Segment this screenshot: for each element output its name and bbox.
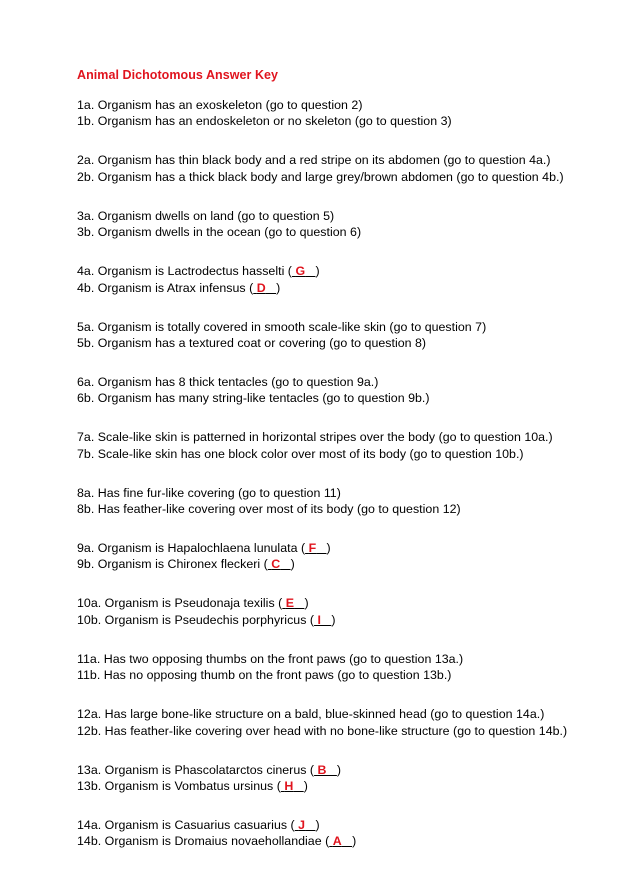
- question-text: 4a. Organism is Lactrodectus hasselti (: [77, 264, 292, 279]
- question-pair: [77, 595, 627, 628]
- blank-trailing: [280, 557, 290, 571]
- question-text: 1b. Organism has an endoskeleton or no skeleton (go to question 3): [77, 114, 452, 129]
- question-line: [77, 152, 627, 168]
- question-text: 6a. Organism has 8 thick tentacles (go to question 9a.): [77, 374, 379, 389]
- answer-blank: [305, 540, 326, 556]
- answer-letter: J: [298, 817, 306, 832]
- answer-letter: C: [271, 557, 281, 572]
- question-line: [77, 169, 627, 185]
- question-line: [77, 224, 627, 240]
- blank-trailing: [342, 834, 352, 848]
- closing-paren: ): [352, 834, 357, 849]
- closing-paren: ): [331, 612, 336, 627]
- question-pair: [77, 540, 627, 573]
- question-text: 11a. Has two opposing thumbs on the front paws (go to question 13a.): [77, 651, 464, 666]
- answer-blank: [253, 280, 276, 296]
- blank-trailing: [266, 281, 276, 295]
- question-line: [77, 595, 627, 611]
- question-pair: [77, 374, 627, 407]
- question-text: 2a. Organism has thin black body and a red stripe on its abdomen (go to question 4a.): [77, 153, 551, 168]
- question-line: [77, 319, 627, 335]
- answer-letter: G: [295, 264, 306, 279]
- question-line: [77, 335, 627, 351]
- question-text: 8b. Has feather-like covering over most of its body (go to question 12): [77, 502, 461, 517]
- blank-trailing: [305, 818, 315, 832]
- closing-paren: ): [276, 280, 281, 295]
- question-line: [77, 556, 627, 572]
- answer-letter: E: [285, 596, 295, 611]
- question-text: 9a. Organism is Hapalochlaena lunulata (: [77, 541, 306, 555]
- question-line: [77, 706, 627, 722]
- question-text: 14a. Organism is Casuarius casuarius (: [77, 817, 295, 832]
- answer-blank: [314, 612, 331, 628]
- question-line: [77, 429, 627, 445]
- question-line: [77, 374, 627, 390]
- closing-paren: ): [303, 778, 308, 793]
- question-line: [77, 612, 627, 628]
- question-line: [77, 280, 627, 296]
- question-line: [77, 833, 627, 849]
- closing-paren: ): [315, 264, 320, 279]
- blank-trailing: [305, 264, 315, 278]
- question-text: 1a. Organism has an exoskeleton (go to question 2): [77, 98, 363, 112]
- answer-blank: [292, 263, 316, 279]
- answer-letter: H: [284, 778, 294, 793]
- question-line: [77, 208, 627, 224]
- question-text: 6b. Organism has many string-like tentacles (go to question 9b.): [77, 391, 430, 406]
- closing-paren: ): [326, 541, 331, 555]
- question-text: 13b. Organism is Vombatus ursinus (: [77, 778, 281, 793]
- question-line: [77, 446, 627, 462]
- blank-trailing: [327, 763, 337, 777]
- question-text: 10b. Organism is Pseudechis porphyricus (: [77, 612, 315, 627]
- answer-blank: [268, 556, 291, 572]
- question-line: [77, 651, 627, 667]
- blank-trailing: [293, 779, 303, 793]
- question-line: [77, 540, 627, 556]
- question-line: [77, 667, 627, 683]
- question-text: 11b. Has no opposing thumb on the front paws (go to question 13b.): [77, 668, 452, 683]
- question-pair: [77, 429, 627, 462]
- question-pair: [77, 319, 627, 352]
- question-pair: [77, 152, 627, 185]
- answer-blank: [329, 833, 352, 849]
- question-text: 4b. Organism is Atrax infensus (: [77, 280, 254, 295]
- question-pair: [77, 706, 627, 739]
- question-text: 5b. Organism has a textured coat or covering (go to question 8): [77, 335, 427, 350]
- question-text: 13a. Organism is Phascolatarctos cinerus (: [77, 762, 315, 777]
- question-pair: [77, 651, 627, 684]
- question-line: [77, 113, 627, 129]
- question-text: 10a. Organism is Pseudonaja texilis (: [77, 596, 283, 611]
- answer-letter: D: [256, 280, 266, 295]
- question-text: 8a. Has fine fur-like covering (go to question 11): [77, 485, 341, 500]
- question-text: 3a. Organism dwells on land (go to question 5): [77, 208, 335, 223]
- closing-paren: ): [315, 817, 320, 832]
- question-list: [77, 97, 627, 872]
- question-line: [77, 778, 627, 794]
- answer-blank: [282, 595, 304, 611]
- blank-trailing: [321, 613, 331, 627]
- question-pair: [77, 263, 627, 296]
- question-pair: [77, 762, 627, 795]
- question-line: [77, 723, 627, 739]
- question-pair: [77, 208, 627, 241]
- question-line: [77, 762, 627, 778]
- question-line: [77, 97, 627, 113]
- answer-letter: F: [308, 541, 317, 555]
- blank-trailing: [294, 596, 304, 610]
- question-pair: [77, 97, 627, 130]
- document-title: Animal Dichotomous Answer Key: [77, 68, 279, 82]
- question-line: [77, 501, 627, 517]
- question-text: 12a. Has large bone-like structure on a bald, blue-skinned head (go to question 14a.): [77, 707, 545, 722]
- closing-paren: ): [290, 557, 295, 572]
- question-line: [77, 390, 627, 406]
- question-text: 3b. Organism dwells in the ocean (go to question 6): [77, 225, 362, 240]
- answer-blank: [295, 817, 316, 833]
- answer-blank: [314, 762, 337, 778]
- answer-letter: I: [317, 612, 321, 627]
- closing-paren: ): [304, 596, 309, 611]
- question-line: [77, 485, 627, 501]
- answer-letter: B: [317, 762, 327, 777]
- question-text: 7b. Scale-like skin has one block color over most of its body (go to question 10b.): [77, 446, 524, 461]
- answer-blank: [281, 778, 304, 794]
- question-text: 14b. Organism is Dromaius novaehollandiae (: [77, 834, 330, 849]
- question-text: 5a. Organism is totally covered in smooth scale-like skin (go to question 7): [77, 319, 487, 334]
- question-line: [77, 817, 627, 833]
- question-line: [77, 263, 627, 279]
- closing-paren: ): [336, 762, 342, 777]
- blank-trailing: [316, 541, 326, 555]
- answer-letter: A: [332, 834, 342, 849]
- question-text: 2b. Organism has a thick black body and large grey/brown abdomen (go to question 4b.): [77, 169, 564, 184]
- question-text: 7a. Scale-like skin is patterned in horizontal stripes over the body (go to question 10a.): [77, 430, 553, 445]
- question-pair: [77, 485, 627, 518]
- question-text: 12b. Has feather-like covering over head with no bone-like structure (go to question 14b.): [77, 723, 568, 738]
- question-pair: [77, 817, 627, 850]
- question-text: 9b. Organism is Chironex fleckeri (: [77, 557, 268, 572]
